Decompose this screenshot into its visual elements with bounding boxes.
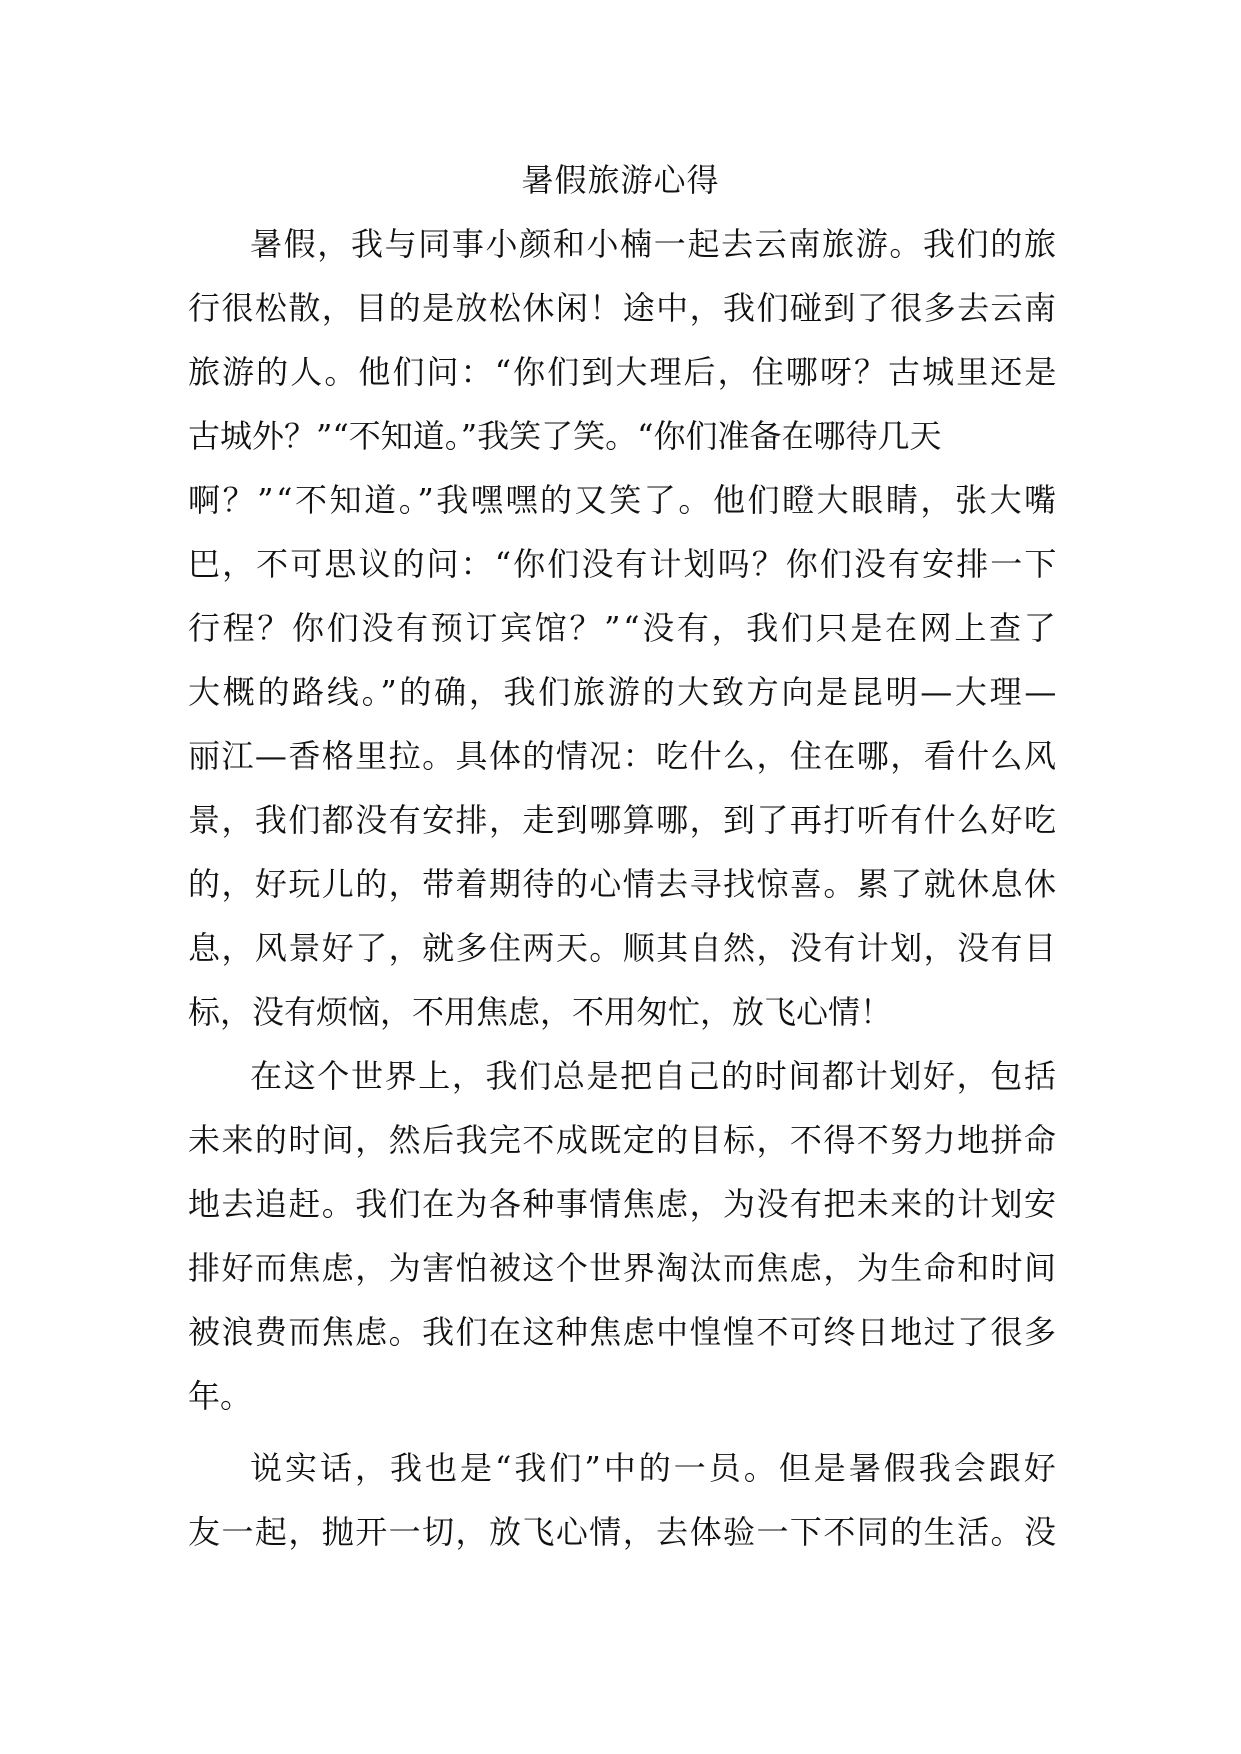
text-line: 巴，不可思议的问：“你们没有计划吗？你们没有安排一下: [188, 545, 1059, 583]
text-line: 的，好玩儿的，带着期待的心情去寻找惊喜。累了就休息休: [188, 865, 1058, 903]
text-line: 息，风景好了，就多住两天。顺其自然，没有计划，没有目: [188, 929, 1058, 967]
text-line: 说实话，我也是“我们”中的一员。但是暑假我会跟好: [250, 1449, 1059, 1487]
document-title: 暑假旅游心得: [521, 161, 720, 199]
text-line: 标，没有烦恼，不用焦虑，不用匆忙，放飞心情！: [188, 993, 893, 1031]
text-line: 古城外？”“不知道。”我笑了笑。“你们准备在哪待几天: [188, 417, 942, 455]
text-line: 景，我们都没有安排，走到哪算哪，到了再打听有什么好吃: [188, 801, 1058, 839]
text-line: 排好而焦虑，为害怕被这个世界淘汰而焦虑，为生命和时间: [188, 1249, 1058, 1287]
text-line: 丽江—香格里拉。具体的情况：吃什么，住在哪，看什么风: [188, 737, 1058, 775]
text-line: 在这个世界上，我们总是把自己的时间都计划好，包括: [250, 1057, 1058, 1095]
text-line: 年。: [188, 1377, 253, 1415]
text-line: 大概的路线。”的确，我们旅游的大致方向是昆明—大理—: [188, 673, 1060, 711]
text-line: 行很松散，目的是放松休闲！途中，我们碰到了很多去云南: [188, 289, 1058, 327]
text-line: 行程？你们没有预订宾馆？”“没有，我们只是在网上查了: [188, 609, 1059, 647]
text-line: 地去追赶。我们在为各种事情焦虑，为没有把未来的计划安: [188, 1185, 1058, 1223]
text-line: 被浪费而焦虑。我们在这种焦虑中惶惶不可终日地过了很多: [188, 1313, 1058, 1351]
text-line: 啊？”“不知道。”我嘿嘿的又笑了。他们瞪大眼睛，张大嘴: [188, 481, 1059, 519]
text-line: 暑假，我与同事小颜和小楠一起去云南旅游。我们的旅: [250, 225, 1058, 263]
text-line: 友一起，抛开一切，放飞心情，去体验一下不同的生活。没: [188, 1513, 1058, 1551]
text-line: 未来的时间，然后我完不成既定的目标，不得不努力地拼命: [188, 1121, 1058, 1159]
text-line: 旅游的人。他们问：“你们到大理后，住哪呀？古城里还是: [188, 353, 1059, 391]
